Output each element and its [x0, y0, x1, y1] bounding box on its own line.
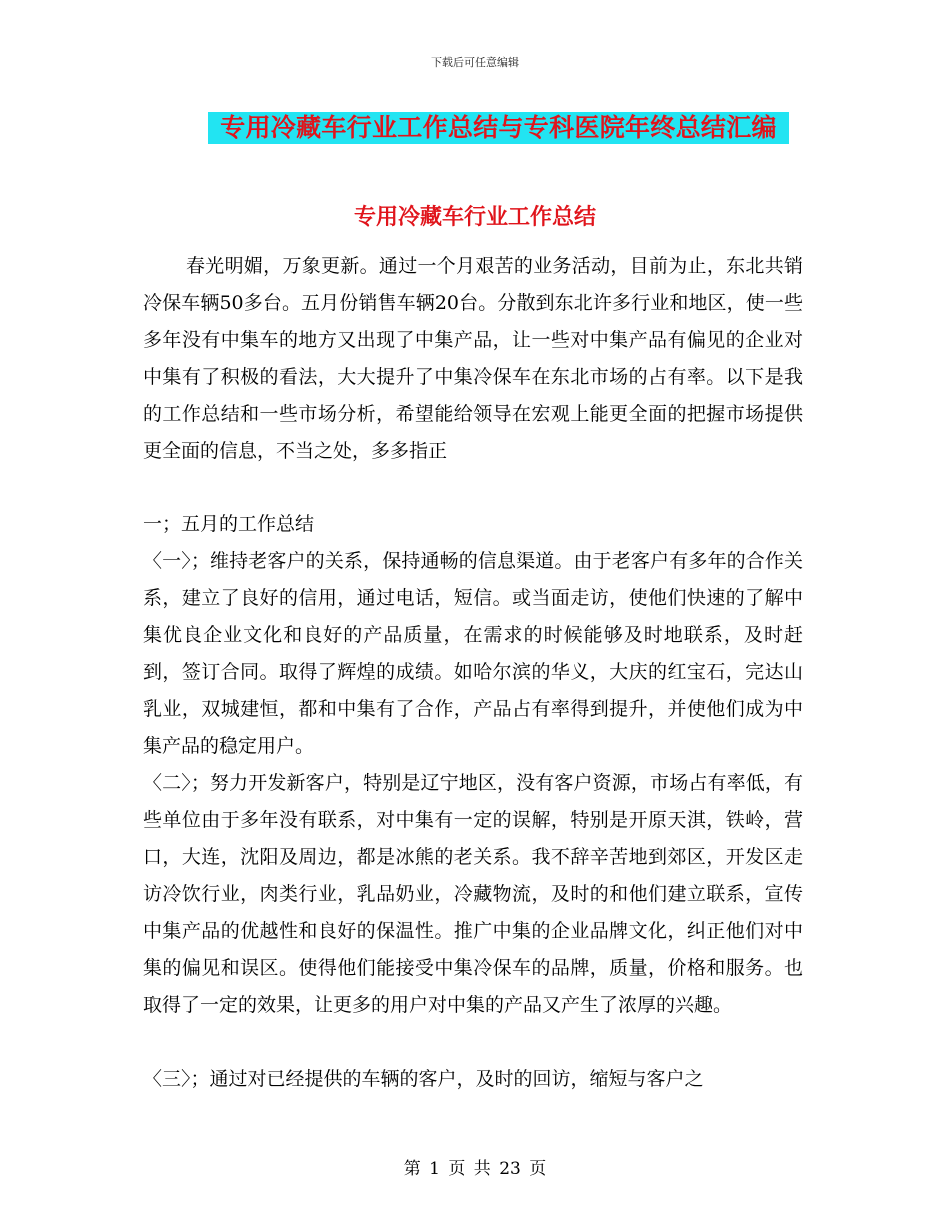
- body-text-item-one: [143, 543, 803, 765]
- paragraph-intro: 春光明媚，万象更新。通过一个月艰苦的业务活动，目前为止，东北共销冷保车辆50多台。五月份销售车辆20台。分散到东北许多行业和地区，使一些多年没有中集车的地方又出现了中集产品，让一些对中集产品有偏见的企业对中集有了积极的看法，大大提升了中集冷保车在东北市场的占有率。以下是我的工作总结和一些市场分析，希望能给领导在宏观上能更全面的把握市场提供更全面的信息，不当之处，多多指正: [143, 255, 803, 462]
- paragraph-heading-one: 一；五月的工作总结: [143, 513, 315, 535]
- paragraph-item-two: 〈二〉；努力开发新客户，特别是辽宁地区，没有客户资源，市场占有率低，有些单位由于多年没有联系，对中集有一定的误解，特别是开原天淇，铁岭，营口，大连，沈阳及周边，都是冰熊的老关系。我不辞辛苦地到郊区，开发区走访冷饮行业，肉类行业，乳品奶业，冷藏物流，及时的和他们建立联系，宣传中集产品的优越性和良好的保温性。推广中集的企业品牌文化，纠正他们对中集的偏见和误区。使得他们能接受中集冷保车的品牌，质量，价格和服务。也取得了一定的效果，让更多的用户对中集的产品又产生了浓厚的兴趣。: [143, 772, 803, 1016]
- document-title: 专用冷藏车行业工作总结与专科医院年终总结汇编: [208, 112, 789, 144]
- paragraph-item-three: 〈三〉；通过对已经提供的车辆的客户，及时的回访，缩短与客户之: [143, 1068, 704, 1090]
- body-text: [143, 248, 803, 470]
- body-text-item-two: [143, 765, 803, 1024]
- body-text-section-one: [143, 506, 803, 543]
- page-footer: 第 1 页 共 23 页: [403, 1159, 547, 1179]
- body-text-item-three: [143, 1061, 803, 1098]
- section-title: 专用冷藏车行业工作总结: [353, 204, 596, 230]
- header-note: 下载后可任意编辑: [431, 56, 519, 69]
- paragraph-item-one: 〈一〉；维持老客户的关系，保持通畅的信息渠道。由于老客户有多年的合作关系，建立了良好的信用，通过电话，短信。或当面走访，使他们快速的了解中集优良企业文化和良好的产品质量，在需求的时候能够及时地联系，及时赶到，签订合同。取得了辉煌的成绩。如哈尔滨的华义，大庆的红宝石，完达山乳业，双城建恒，都和中集有了合作，产品占有率得到提升，并使他们成为中集产品的稳定用户。: [143, 550, 803, 757]
